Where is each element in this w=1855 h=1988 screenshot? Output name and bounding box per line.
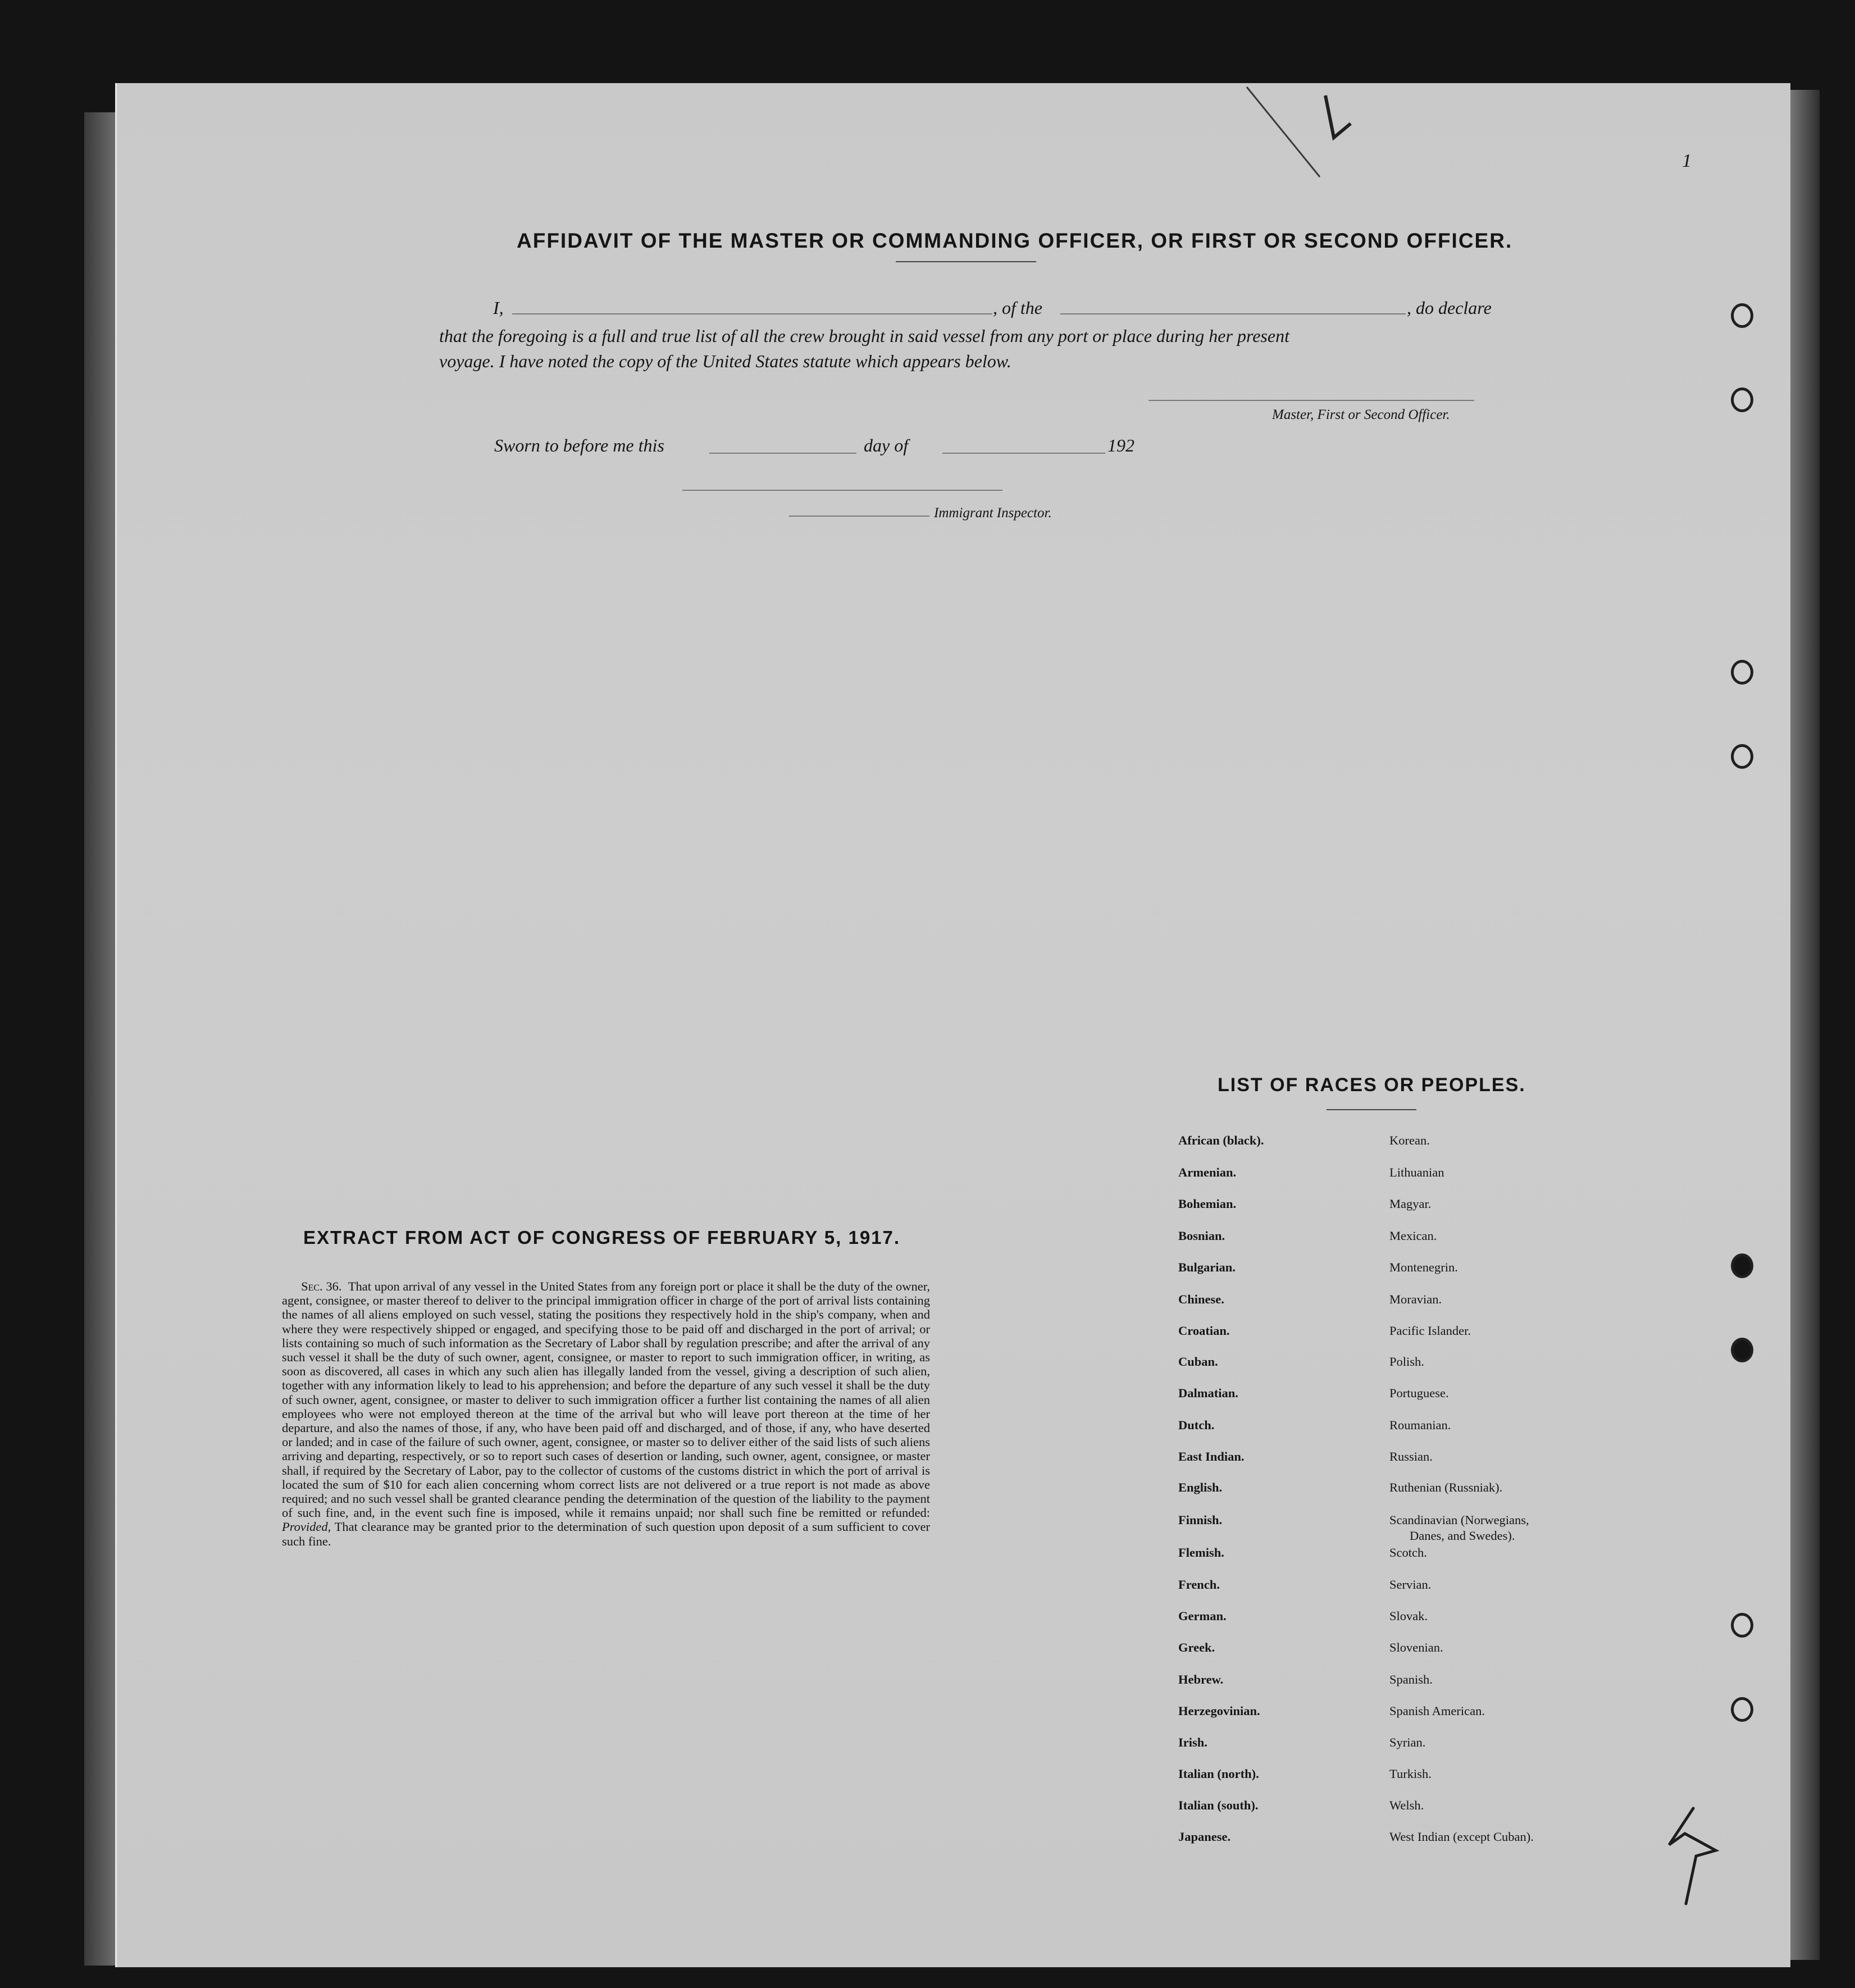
affidavit-line-2: that the foregoing is a full and true list of all the crew brought in said vessel from any port or place during her present	[439, 326, 1289, 346]
race-item: Croatian.	[1178, 1324, 1230, 1338]
race-item: Bohemian.	[1178, 1197, 1237, 1211]
affidavit-i: I,	[493, 298, 504, 318]
race-item: Slovenian.	[1389, 1640, 1443, 1654]
race-item: English.	[1178, 1480, 1223, 1494]
affidavit-do-declare: , do declare	[1407, 298, 1492, 318]
race-item: Korean.	[1389, 1133, 1430, 1147]
race-item: Spanish American.	[1389, 1704, 1485, 1718]
binder-hole	[1731, 1697, 1753, 1722]
section-label: Sec. 36.	[301, 1279, 342, 1293]
race-item: Magyar.	[1389, 1197, 1432, 1211]
day-blank	[709, 453, 856, 454]
name-blank	[512, 313, 992, 314]
section-36-text	[282, 1279, 930, 1548]
race-item: Greek.	[1178, 1640, 1215, 1654]
race-item: Spanish.	[1389, 1672, 1433, 1686]
race-item: Roumanian.	[1389, 1418, 1451, 1432]
section-body-2: That clearance may be granted prior to the determination of such question upon deposit of a sum sufficient to cover such fine.	[282, 1520, 931, 1548]
race-item: Montenegrin.	[1389, 1260, 1458, 1274]
day-of-text: day of	[864, 435, 909, 455]
race-item: Mexican.	[1389, 1229, 1437, 1243]
race-item: Japanese.	[1178, 1830, 1231, 1844]
race-item: Cuban.	[1178, 1355, 1218, 1369]
race-item: Welsh.	[1389, 1798, 1424, 1812]
signature-line	[1148, 400, 1474, 401]
page-stack-edge	[1789, 90, 1820, 1960]
binder-hole	[1731, 303, 1753, 328]
race-item: Servian.	[1389, 1577, 1432, 1592]
race-item: Finnish.	[1178, 1513, 1223, 1527]
vessel-blank	[1060, 313, 1406, 314]
race-item: Herzegovinian.	[1178, 1704, 1260, 1718]
race-item: Russian.	[1389, 1449, 1433, 1463]
provided-term: Provided,	[282, 1520, 331, 1534]
race-item: Syrian.	[1389, 1735, 1426, 1749]
race-item: Bulgarian.	[1178, 1260, 1236, 1274]
race-item: Scotch.	[1389, 1545, 1427, 1560]
race-item: Italian (south).	[1178, 1798, 1259, 1812]
affidavit-of-the: , of the	[993, 298, 1042, 318]
race-item: Portuguese.	[1389, 1386, 1449, 1400]
race-item: German.	[1178, 1609, 1227, 1623]
inspector-line-upper	[682, 490, 1002, 491]
races-title: LIST OF RACES OR PEOPLES.	[1218, 1074, 1526, 1096]
inspector-line	[789, 516, 929, 517]
races-title-rule	[1327, 1109, 1416, 1110]
year-prefix: 192	[1107, 435, 1134, 455]
binder-hole	[1731, 387, 1753, 412]
sworn-text: Sworn to before me this	[494, 435, 664, 455]
race-item: Polish.	[1389, 1355, 1424, 1369]
race-item: Dutch.	[1178, 1418, 1215, 1432]
binder-hole	[1731, 1613, 1753, 1638]
race-item: West Indian (except Cuban).	[1389, 1830, 1534, 1844]
race-item: Hebrew.	[1178, 1672, 1224, 1686]
race-item: Pacific Islander.	[1389, 1324, 1471, 1338]
month-blank	[942, 453, 1105, 454]
race-item: Irish.	[1178, 1735, 1207, 1749]
section-body-1: That upon arrival of any vessel in the United States from any foreign port or place it shall be the duty of the owner, agent, consignee, or master thereof to deliver to the principal immigration officer in charge of the port of arrival lists containing the names of all aliens employed on such vessel, stating the positions they respectively hold in the ship's company, when and where they were respectively shipped or engaged, and specifying those to be paid off and discharged in the port of arrival; or lists containing so much of such information as the Secretary of Labor shall by regulation prescribe; and after the arrival of any such vessel it shall be the duty of such owner, agent, consignee, or master to report to such immigration officer, in writing, as soon as discovered, all cases in which any such alien has illegally landed from the vessel, giving a description of such alien, together with any information likely to lead to his apprehension; and before the departure of any such vessel it shall be the duty of such owner, agent, consignee, or master to deliver to such immigration officer a further list containing the names of all alien employees who were not employed thereon at the time of the arrival but who will leave port thereon at the time of her departure, and also the names of those, if any, who have been paid off and discharged, and of those, if any, who have deserted or landed; and in case of the failure of such owner, agent, consignee, or master so to deliver either of the said lists of such aliens arriving and departing, respectively, or so to report such cases of desertion or landing, such owner, agent, consignee, or master shall, if required by the Secretary of Labor, pay to the collector of customs of the customs district in which the port of arrival is located the sum of $10 for each alien concerning whom correct lists are not delivered or a true report is not made as above required; and no such vessel shall be granted clearance pending the determination of the question of the liability to the payment of such fine, and, in the event such fine is imposed, while it remains unpaid; nor shall such fine be remitted or refunded:	[282, 1279, 931, 1520]
race-item: Turkish.	[1389, 1767, 1432, 1781]
race-item: Moravian.	[1389, 1292, 1442, 1306]
handwritten-page-mark: 1	[1682, 151, 1692, 171]
race-item: Ruthenian (Russniak).	[1389, 1480, 1503, 1494]
title-rule	[896, 261, 1036, 262]
race-item: French.	[1178, 1577, 1220, 1592]
extract-title: EXTRACT FROM ACT OF CONGRESS OF FEBRUARY 5, 1917.	[303, 1227, 901, 1248]
binder-hole	[1731, 660, 1753, 685]
underlying-page-edge	[84, 112, 115, 1966]
binder-hole	[1731, 1338, 1753, 1362]
race-item: Italian (north).	[1178, 1767, 1259, 1781]
signer-caption: Master, First or Second Officer.	[1272, 407, 1450, 422]
race-item: Armenian.	[1178, 1165, 1237, 1179]
race-item: Slovak.	[1389, 1609, 1428, 1623]
race-item: Dalmatian.	[1178, 1386, 1238, 1400]
handwritten-number-5	[1662, 1803, 1747, 1909]
race-item: Flemish.	[1178, 1545, 1224, 1560]
affidavit-line-3: voyage. I have noted the copy of the United States statute which appears below.	[439, 351, 1011, 371]
race-item: Chinese.	[1178, 1292, 1224, 1306]
affidavit-title: AFFIDAVIT OF THE MASTER OR COMMANDING OFFICER, OR FIRST OR SECOND OFFICER.	[517, 229, 1513, 252]
binder-hole	[1731, 744, 1753, 769]
binder-hole	[1731, 1253, 1753, 1278]
inspector-caption: Immigrant Inspector.	[934, 505, 1052, 521]
race-item: Bosnian.	[1178, 1229, 1225, 1243]
race-item: African (black).	[1178, 1133, 1264, 1147]
race-item: Lithuanian	[1389, 1165, 1444, 1179]
paper-fold-marks	[1236, 84, 1382, 185]
race-item: Danes, and Swedes).	[1410, 1529, 1515, 1543]
race-item: East Indian.	[1178, 1449, 1245, 1463]
race-item: Scandinavian (Norwegians,	[1389, 1513, 1529, 1527]
